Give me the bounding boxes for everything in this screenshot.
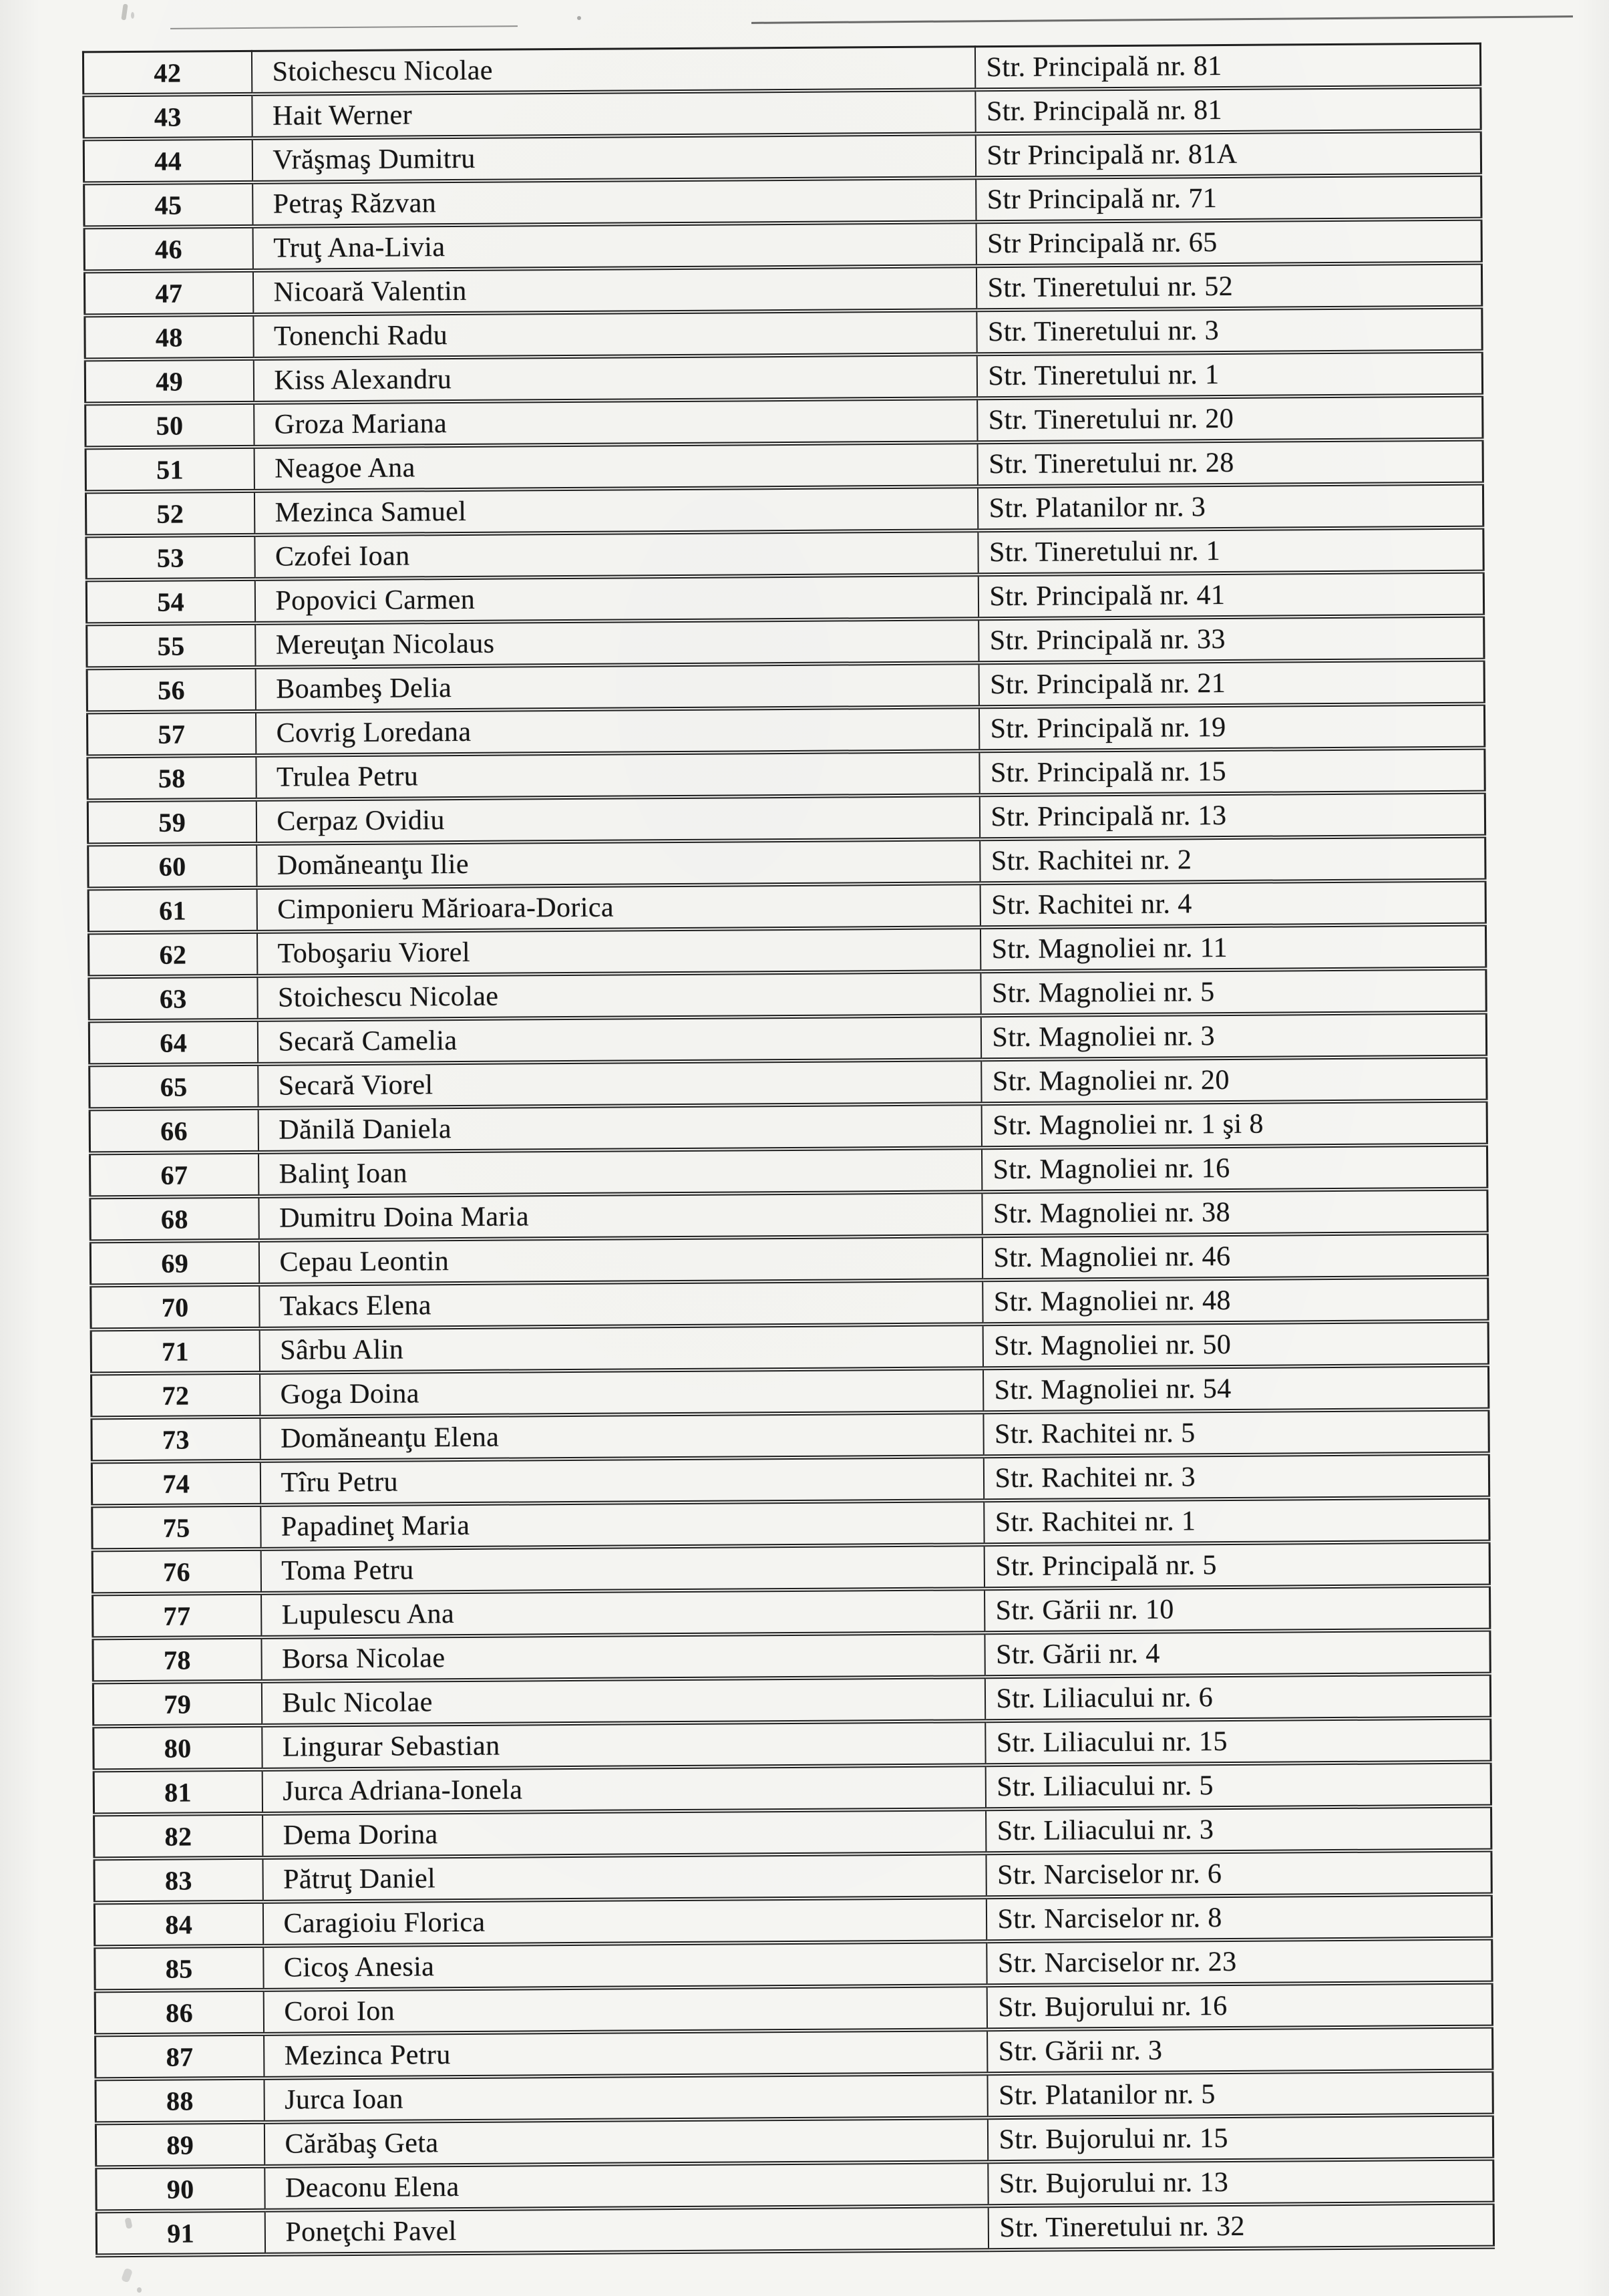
name-cell: Hait Werner	[252, 90, 975, 138]
address-cell: Str. Gării nr. 3	[987, 2027, 1493, 2074]
address-cell: Str. Magnoliei nr. 1 şi 8	[981, 1101, 1487, 1148]
row-number-cell: 86	[95, 1990, 263, 2035]
name-cell: Truţ Ana-Livia	[252, 222, 976, 271]
scan-speck-icon	[121, 4, 128, 21]
address-cell: Str. Principală nr. 13	[979, 792, 1485, 840]
name-cell: Goga Doina	[260, 1368, 983, 1417]
row-number-cell: 47	[84, 271, 252, 316]
name-cell: Takacs Elena	[259, 1280, 982, 1329]
name-cell: Coroi Ion	[263, 1985, 987, 2034]
name-cell: Popovici Carmen	[254, 575, 978, 623]
name-cell: Sârbu Alin	[259, 1324, 982, 1373]
address-cell: Str. Magnoliei nr. 5	[980, 969, 1486, 1016]
row-number-cell: 49	[85, 359, 253, 404]
name-cell: Toboşariu Viorel	[256, 927, 980, 976]
name-cell: Cepau Leontin	[258, 1236, 982, 1285]
name-cell: Neagoe Ana	[254, 442, 977, 491]
address-cell: Str. Tineretului nr. 3	[976, 307, 1482, 355]
name-cell: Trulea Petru	[256, 751, 979, 800]
row-number-cell: 83	[94, 1858, 262, 1903]
address-cell: Str. Tineretului nr. 28	[977, 440, 1483, 487]
address-cell: Str. Narciselor nr. 6	[986, 1850, 1491, 1898]
row-number-cell: 45	[84, 182, 252, 228]
table-row	[96, 2203, 1493, 2256]
row-number-cell: 51	[85, 447, 254, 492]
scan-speck-icon	[121, 2268, 133, 2283]
address-cell: Str. Tineretului nr. 32	[988, 2203, 1493, 2251]
row-number-cell: 75	[92, 1505, 260, 1550]
name-cell: Secară Camelia	[257, 1015, 980, 1064]
row-number-cell: 84	[94, 1902, 262, 1947]
row-number-cell: 44	[83, 138, 252, 184]
name-cell: Stoichescu Nicolae	[251, 47, 974, 94]
scan-speck-icon	[137, 2287, 142, 2293]
name-cell: Dumitru Doina Maria	[258, 1192, 982, 1241]
row-number-cell: 57	[87, 711, 255, 757]
row-number-cell: 61	[88, 888, 256, 933]
name-cell: Dema Dorina	[262, 1809, 986, 1858]
scan-line-artifact	[751, 15, 1573, 24]
name-cell: Cerpaz Ovidiu	[256, 795, 979, 844]
name-cell: Jurca Ioan	[264, 2074, 987, 2122]
name-cell: Cimponieru Mărioara-Dorica	[256, 883, 980, 932]
name-cell: Czofei Ioan	[254, 530, 978, 579]
row-number-cell: 67	[90, 1152, 258, 1198]
name-cell: Tîru Petru	[260, 1456, 983, 1505]
row-number-cell: 89	[96, 2122, 264, 2168]
address-cell: Str. Rachitei nr. 1	[984, 1498, 1489, 1545]
row-number-cell: 85	[95, 1946, 263, 1991]
address-cell: Str. Narciselor nr. 8	[986, 1895, 1491, 1942]
row-number-cell: 64	[89, 1020, 257, 1065]
row-number-cell: 91	[96, 2210, 264, 2256]
row-number-cell: 87	[96, 2034, 264, 2080]
name-cell: Mezinca Samuel	[254, 486, 977, 535]
name-cell: Cărăbaş Geta	[264, 2118, 987, 2166]
address-cell: Str. Liliacului nr. 5	[985, 1762, 1491, 1810]
row-number-cell: 54	[86, 579, 254, 625]
name-cell: Petraş Răzvan	[252, 178, 976, 226]
name-cell: Jurca Adriana-Ionela	[262, 1765, 985, 1814]
row-number-cell: 78	[93, 1637, 261, 1683]
name-cell: Nicoară Valentin	[252, 266, 976, 315]
address-cell: Str. Bujorului nr. 15	[987, 2115, 1493, 2162]
row-number-cell: 68	[90, 1196, 258, 1242]
name-cell: Kiss Alexandru	[253, 354, 976, 403]
name-cell: Cicoş Anesia	[263, 1941, 987, 1990]
row-number-cell: 63	[89, 976, 257, 1021]
name-cell: Balinţ Ioan	[258, 1148, 982, 1196]
row-number-cell: 69	[90, 1241, 258, 1286]
residents-table-body	[83, 43, 1493, 2255]
row-number-cell: 81	[94, 1770, 262, 1815]
address-cell: Str. Tineretului nr. 1	[978, 528, 1483, 575]
name-cell: Toma Petru	[260, 1544, 984, 1593]
row-number-cell: 65	[90, 1064, 258, 1110]
row-number-cell: 50	[85, 403, 254, 448]
scan-speck-icon	[577, 16, 581, 20]
address-cell: Str. Principală nr. 15	[979, 748, 1485, 796]
row-number-cell: 55	[87, 623, 255, 669]
address-cell: Str. Rachitei nr. 2	[980, 836, 1485, 884]
name-cell: Papadineţ Maria	[260, 1500, 984, 1549]
address-cell: Str. Magnoliei nr. 3	[980, 1013, 1486, 1060]
address-cell: Str. Gării nr. 4	[985, 1630, 1490, 1677]
address-cell: Str. Tineretului nr. 20	[977, 395, 1483, 443]
row-number-cell: 77	[93, 1593, 261, 1639]
row-number-cell: 60	[88, 844, 256, 889]
name-cell: Poneţchi Pavel	[264, 2206, 988, 2255]
name-cell: Pătruţ Daniel	[262, 1853, 986, 1902]
row-number-cell: 58	[87, 756, 256, 801]
address-cell: Str. Magnoliei nr. 38	[982, 1189, 1487, 1237]
address-cell: Str. Platanilor nr. 3	[977, 484, 1483, 531]
address-cell: Str. Principală nr. 33	[978, 616, 1484, 663]
name-cell: Caragioiu Florica	[262, 1897, 986, 1946]
name-cell: Bulc Nicolae	[261, 1677, 985, 1726]
residents-table	[82, 43, 1495, 2258]
name-cell: Borsa Nicolae	[261, 1633, 985, 1681]
address-cell: Str. Principală nr. 81	[974, 43, 1480, 90]
address-cell: Str. Bujorului nr. 13	[988, 2159, 1493, 2206]
name-cell: Lupulescu Ana	[261, 1589, 985, 1637]
name-cell: Deaconu Elena	[264, 2162, 988, 2210]
address-cell: Str Principală nr. 71	[976, 175, 1481, 222]
row-number-cell: 90	[96, 2166, 264, 2212]
name-cell: Domăneanţu Elena	[260, 1412, 983, 1461]
address-cell: Str. Gării nr. 10	[985, 1586, 1490, 1633]
name-cell: Stoichescu Nicolae	[257, 971, 980, 1020]
row-number-cell: 48	[85, 315, 253, 360]
address-cell: Str. Tineretului nr. 52	[976, 263, 1481, 311]
row-number-cell: 70	[91, 1285, 259, 1330]
name-cell: Secară Viorel	[258, 1059, 981, 1108]
name-cell: Domăneanţu Ilie	[256, 839, 980, 888]
name-cell: Mezinca Petru	[264, 2029, 987, 2078]
address-cell: Str. Liliacului nr. 6	[985, 1674, 1490, 1721]
scan-speck-icon	[131, 12, 134, 19]
address-cell: Str. Rachitei nr. 3	[983, 1454, 1489, 1501]
address-cell: Str. Principală nr. 81	[975, 87, 1481, 134]
address-cell: Str Principală nr. 81A	[975, 131, 1481, 178]
row-number-cell: 79	[93, 1681, 261, 1727]
row-number-cell: 66	[90, 1108, 258, 1154]
address-cell: Str. Platanilor nr. 5	[987, 2071, 1493, 2118]
row-number-cell: 88	[96, 2078, 264, 2124]
name-cell: Covrig Loredana	[255, 707, 978, 756]
address-cell: Str. Rachitei nr. 4	[980, 880, 1485, 928]
row-number-cell: 80	[94, 1726, 262, 1771]
row-number-cell: 76	[92, 1549, 260, 1595]
row-number-cell: 59	[87, 800, 256, 845]
row-number-cell: 52	[85, 491, 254, 536]
address-cell: Str. Magnoliei nr. 50	[982, 1321, 1488, 1369]
address-cell: Str. Narciselor nr. 23	[987, 1939, 1492, 1986]
address-cell: Str. Magnoliei nr. 54	[983, 1365, 1489, 1413]
row-number-cell: 43	[83, 94, 252, 140]
address-cell: Str. Principală nr. 5	[984, 1542, 1489, 1589]
address-cell: Str. Tineretului nr. 1	[976, 351, 1482, 399]
name-cell: Dănilă Daniela	[258, 1104, 981, 1152]
address-cell: Str. Principală nr. 19	[978, 704, 1484, 752]
address-cell: Str. Liliacului nr. 3	[986, 1806, 1491, 1854]
row-number-cell: 71	[91, 1329, 259, 1374]
address-cell: Str. Magnoliei nr. 16	[981, 1145, 1487, 1192]
row-number-cell: 62	[88, 932, 256, 977]
name-cell: Vrăşmaş Dumitru	[252, 134, 975, 182]
name-cell: Lingurar Sebastian	[262, 1721, 985, 1770]
scan-line-artifact	[170, 25, 518, 29]
row-number-cell: 74	[92, 1461, 260, 1506]
address-cell: Str Principală nr. 65	[976, 219, 1481, 267]
row-number-cell: 82	[94, 1814, 262, 1859]
row-number-cell: 73	[92, 1417, 260, 1462]
row-number-cell: 46	[84, 226, 252, 272]
address-cell: Str. Rachitei nr. 5	[983, 1410, 1489, 1457]
row-number-cell: 42	[83, 51, 251, 95]
address-cell: Str. Principală nr. 41	[978, 572, 1483, 619]
address-cell: Str. Magnoliei nr. 20	[981, 1057, 1487, 1104]
name-cell: Boambeş Delia	[255, 663, 978, 711]
address-cell: Str. Magnoliei nr. 11	[980, 925, 1485, 972]
name-cell: Mereuţan Nicolaus	[255, 619, 978, 667]
row-number-cell: 56	[87, 667, 255, 713]
address-cell: Str. Principală nr. 21	[978, 660, 1484, 707]
address-cell: Str. Liliacului nr. 15	[985, 1718, 1491, 1766]
address-cell: Str. Magnoliei nr. 46	[982, 1233, 1487, 1281]
name-cell: Groza Mariana	[254, 398, 977, 447]
name-cell: Tonenchi Radu	[253, 310, 976, 359]
address-cell: Str. Magnoliei nr. 48	[982, 1277, 1488, 1325]
address-cell: Str. Bujorului nr. 16	[987, 1983, 1492, 2030]
row-number-cell: 53	[86, 535, 254, 581]
row-number-cell: 72	[92, 1373, 260, 1418]
